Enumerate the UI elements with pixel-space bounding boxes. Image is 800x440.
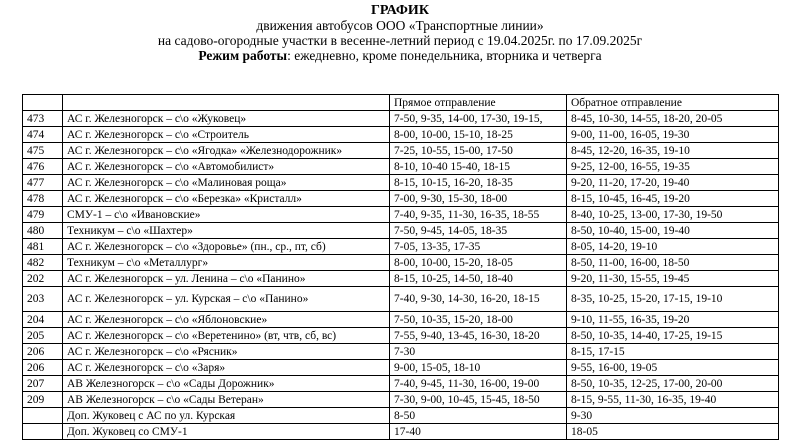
forward-times: 8-15, 10-15, 16-20, 18-35 — [390, 175, 567, 191]
route-number: 476 — [23, 159, 63, 175]
route-name: АС г. Железногорск – с\о «Заря» — [63, 360, 390, 376]
return-times: 8-50, 10-40, 15-00, 19-40 — [567, 223, 779, 239]
return-times: 8-50, 10-35, 14-40, 17-25, 19-15 — [567, 328, 779, 344]
return-times: 18-05 — [567, 424, 779, 440]
table-row — [23, 376, 779, 392]
route-number: 209 — [23, 392, 63, 408]
return-times: 8-40, 10-25, 13-00, 17-30, 19-50 — [567, 207, 779, 223]
schedule-table — [22, 94, 779, 440]
route-name: Техникум – с\о «Металлург» — [63, 255, 390, 271]
header-cell-forward: Прямое отправление — [390, 95, 567, 111]
return-times: 9-20, 11-20, 17-20, 19-40 — [567, 175, 779, 191]
schedule-body — [23, 95, 779, 440]
table-row — [23, 159, 779, 175]
return-times: 8-35, 10-25, 15-20, 17-15, 19-10 — [567, 287, 779, 312]
return-times: 8-05, 14-20, 19-10 — [567, 239, 779, 255]
return-times: 8-50, 10-35, 12-25, 17-00, 20-00 — [567, 376, 779, 392]
route-number: 202 — [23, 271, 63, 287]
route-number: 481 — [23, 239, 63, 255]
route-name: АС г. Железногорск – с\о «Здоровье» (пн., ср., пт, сб) — [63, 239, 390, 255]
forward-times: 7-05, 13-35, 17-35 — [390, 239, 567, 255]
route-number: 206 — [23, 360, 63, 376]
route-name: АВ Железногорск – с\о «Сады Ветеран» — [63, 392, 390, 408]
return-times: 8-45, 12-20, 16-35, 19-10 — [567, 143, 779, 159]
table-row — [23, 344, 779, 360]
route-number: 478 — [23, 191, 63, 207]
forward-times: 7-50, 9-35, 14-00, 17-30, 19-15, — [390, 111, 567, 127]
forward-times: 7-50, 9-45, 14-05, 18-35 — [390, 223, 567, 239]
forward-times: 7-55, 9-40, 13-45, 16-30, 18-20 — [390, 328, 567, 344]
route-name: АС г. Железногорск – с\о «Рясник» — [63, 344, 390, 360]
forward-times: 8-00, 10-00, 15-10, 18-25 — [390, 127, 567, 143]
table-row — [23, 223, 779, 239]
route-number: 477 — [23, 175, 63, 191]
header-cell-return: Обратное отправление — [567, 95, 779, 111]
route-name: АС г. Железногорск – с\о «Автомобилист» — [63, 159, 390, 175]
forward-times: 7-30 — [390, 344, 567, 360]
route-number: 479 — [23, 207, 63, 223]
header-cell-route — [63, 95, 390, 111]
return-times: 9-10, 11-55, 16-35, 19-20 — [567, 312, 779, 328]
route-number: 482 — [23, 255, 63, 271]
table-row — [23, 207, 779, 223]
forward-times: 7-30, 9-00, 10-45, 15-45, 18-50 — [390, 392, 567, 408]
forward-times: 9-00, 15-05, 18-10 — [390, 360, 567, 376]
return-times: 9-55, 16-00, 19-05 — [567, 360, 779, 376]
return-times: 8-45, 10-30, 14-55, 18-20, 20-05 — [567, 111, 779, 127]
table-row — [23, 175, 779, 191]
route-name: АВ Железногорск – с\о «Сады Дорожник» — [63, 376, 390, 392]
forward-times: 8-00, 10-00, 15-20, 18-05 — [390, 255, 567, 271]
forward-times: 8-15, 10-25, 14-50, 18-40 — [390, 271, 567, 287]
route-name: Доп. Жуковец с АС по ул. Курская — [63, 408, 390, 424]
schedule-period: на садово-огородные участки в весенне-летний период с 19.04.2025г. по 17.09.2025г — [157, 33, 643, 48]
forward-times: 7-00, 9-30, 15-30, 18-00 — [390, 191, 567, 207]
route-name: АС г. Железногорск – с\о «Строитель — [63, 127, 390, 143]
return-times: 9-25, 12-00, 16-55, 19-35 — [567, 159, 779, 175]
route-name: АС г. Железногорск – ул. Ленина – с\о «Панино» — [63, 271, 390, 287]
forward-times: 7-40, 9-30, 14-30, 16-20, 18-15 — [390, 287, 567, 312]
document-subtitle: движения автобусов ООО «Транспортные линии» — [256, 18, 544, 33]
forward-times: 7-50, 10-35, 15-20, 18-00 — [390, 312, 567, 328]
forward-times: 8-50 — [390, 408, 567, 424]
route-name: Доп. Жуковец со СМУ-1 — [63, 424, 390, 440]
return-times: 8-50, 11-00, 16-00, 18-50 — [567, 255, 779, 271]
table-row — [23, 392, 779, 408]
document-header — [0, 3, 800, 63]
operating-mode-label: Режим работы — [198, 48, 288, 63]
table-row — [23, 360, 779, 376]
route-name: АС г. Железногорск – с\о «Яблоновские» — [63, 312, 390, 328]
table-row — [23, 424, 779, 440]
table-row — [23, 271, 779, 287]
forward-times: 17-40 — [390, 424, 567, 440]
route-number: 206 — [23, 344, 63, 360]
forward-times: 7-40, 9-45, 11-30, 16-00, 19-00 — [390, 376, 567, 392]
return-times: 8-15, 10-45, 16-45, 19-20 — [567, 191, 779, 207]
table-row — [23, 143, 779, 159]
route-name: АС г. Железногорск – с\о «Ягодка» «Железнодорожник» — [63, 143, 390, 159]
route-name: АС г. Железногорск – с\о «Жуковец» — [63, 111, 390, 127]
operating-mode — [0, 48, 800, 63]
route-number: 473 — [23, 111, 63, 127]
route-number: 475 — [23, 143, 63, 159]
table-row — [23, 239, 779, 255]
route-number: 205 — [23, 328, 63, 344]
forward-times: 7-40, 9-35, 11-30, 16-35, 18-55 — [390, 207, 567, 223]
route-name: АС г. Железногорск – с\о «Веретенино» (вт, чтв, сб, вс) — [63, 328, 390, 344]
return-times: 9-20, 11-30, 15-55, 19-45 — [567, 271, 779, 287]
route-name: Техникум – с\о «Шахтер» — [63, 223, 390, 239]
return-times: 8-15, 17-15 — [567, 344, 779, 360]
document-title: ГРАФИК — [371, 3, 429, 18]
return-times: 9-30 — [567, 408, 779, 424]
route-number: 474 — [23, 127, 63, 143]
forward-times: 7-25, 10-55, 15-00, 17-50 — [390, 143, 567, 159]
route-number: 203 — [23, 287, 63, 312]
header-cell-number — [23, 95, 63, 111]
table-row — [23, 191, 779, 207]
table-row — [23, 127, 779, 143]
forward-times: 8-10, 10-40 15-40, 18-15 — [390, 159, 567, 175]
table-row — [23, 312, 779, 328]
route-name: АС г. Железногорск – с\о «Малиновая роща» — [63, 175, 390, 191]
table-row — [23, 328, 779, 344]
header-row — [23, 95, 779, 111]
return-times: 9-00, 11-00, 16-05, 19-30 — [567, 127, 779, 143]
route-name: СМУ-1 – с\о «Ивановские» — [63, 207, 390, 223]
route-number — [23, 424, 63, 440]
return-times: 8-15, 9-55, 11-30, 16-35, 19-40 — [567, 392, 779, 408]
route-number: 480 — [23, 223, 63, 239]
route-number: 204 — [23, 312, 63, 328]
route-name: АС г. Железногорск – с\о «Березка» «Кристалл» — [63, 191, 390, 207]
table-row — [23, 287, 779, 312]
route-number: 207 — [23, 376, 63, 392]
route-name: АС г. Железногорск – ул. Курская – с\о «Панино» — [63, 287, 390, 312]
operating-mode-text: : ежедневно, кроме понедельника, вторника и четверга — [287, 48, 602, 63]
table-row — [23, 111, 779, 127]
table-row — [23, 255, 779, 271]
